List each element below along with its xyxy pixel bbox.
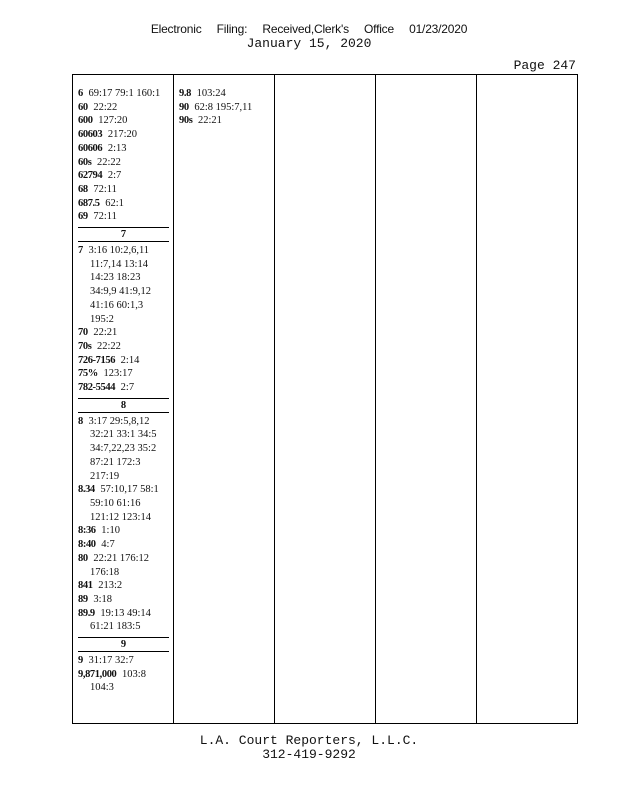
index-entry-line xyxy=(78,566,169,580)
page-line-refs: 3:17 29:5,8,12 xyxy=(88,415,150,427)
page-line-refs: 34:9,9 41:9,12 xyxy=(90,286,151,298)
page-line-refs: 72:11 xyxy=(93,211,117,223)
index-entry xyxy=(78,87,173,101)
index-column-2 xyxy=(174,75,275,723)
page-line-refs: 103:24 xyxy=(196,88,226,99)
page-line-refs: 72:11 xyxy=(93,183,117,195)
index-entry xyxy=(78,128,173,142)
page-line-refs: 2:7 xyxy=(120,382,135,394)
index-section xyxy=(78,398,169,634)
index-term: 70 xyxy=(78,327,88,339)
index-entry xyxy=(78,142,173,156)
index-term: 600 xyxy=(78,115,93,127)
page-line-refs: 176:18 xyxy=(90,566,120,578)
page-line-refs: 121:12 123:14 xyxy=(90,511,151,523)
page-number: Page 247 xyxy=(513,58,576,73)
page-line-refs: 22:22 xyxy=(93,101,118,113)
index-entry xyxy=(78,210,173,224)
index-term: 687.5 xyxy=(78,197,100,209)
index-term: 60 xyxy=(78,101,88,113)
page-line-refs: 31:17 32:7 xyxy=(88,655,134,667)
index-term: 89.9 xyxy=(78,607,95,619)
page-line-refs: 62:8 195:7,11 xyxy=(194,101,253,113)
page-line-refs: 22:22 xyxy=(97,340,121,352)
index-section xyxy=(78,637,169,695)
index-section xyxy=(78,227,169,395)
index-entry-line xyxy=(78,285,169,299)
index-column-1 xyxy=(73,75,174,723)
index-entry xyxy=(78,156,173,170)
index-entry-line xyxy=(78,511,169,525)
section-heading: 8 xyxy=(78,398,169,413)
section-heading: 7 xyxy=(78,227,169,242)
reporter-company: L.A. Court Reporters, L.L.C. xyxy=(199,733,419,748)
page-line-refs: 57:10,17 58:1 xyxy=(100,484,159,496)
page-line-refs: 22:21 xyxy=(93,327,118,339)
index-column-4 xyxy=(376,75,477,723)
electronic-filing-stamp xyxy=(0,22,618,36)
index-entry xyxy=(78,114,173,128)
page-line-refs: 61:21 183:5 xyxy=(90,621,141,633)
page-line-refs: 1:10 xyxy=(101,525,120,537)
index-term: 75% xyxy=(78,368,98,380)
index-entry xyxy=(78,593,169,607)
index-frame xyxy=(72,74,578,724)
index-term: 8:40 xyxy=(78,539,96,551)
page-line-refs: 2:14 xyxy=(120,354,140,366)
index-entry-line xyxy=(78,299,169,313)
index-entry-line xyxy=(78,271,169,285)
index-term: 782-5544 xyxy=(78,382,116,394)
index-term: 60606 xyxy=(78,142,103,154)
index-term: 90 xyxy=(179,101,189,113)
index-entry xyxy=(78,340,169,354)
index-entry xyxy=(78,183,173,197)
index-term: 841 xyxy=(78,580,93,592)
page-line-refs: 87:21 172:3 xyxy=(90,456,141,468)
index-entry xyxy=(78,654,169,668)
index-term: 7 xyxy=(78,245,83,257)
page-line-refs: 22:21 176:12 xyxy=(93,552,150,564)
index-column-3 xyxy=(275,75,376,723)
index-entry-line xyxy=(78,442,169,456)
stamp-word: 01/23/2020 xyxy=(409,22,468,36)
page-footer xyxy=(0,734,618,762)
index-entry xyxy=(78,483,169,497)
index-entry xyxy=(78,367,169,381)
page-line-refs: 69:17 79:1 160:1 xyxy=(88,88,161,99)
index-entry xyxy=(78,524,169,538)
index-entry-line xyxy=(78,313,169,327)
index-term: 9,871,000 xyxy=(78,668,117,680)
section-heading: 9 xyxy=(78,637,169,652)
index-entry xyxy=(78,101,173,115)
page-line-refs: 123:17 xyxy=(103,368,133,380)
page-line-refs: 103:8 xyxy=(122,668,146,680)
index-term: 6 xyxy=(78,88,83,99)
page-line-refs: 104:3 xyxy=(90,682,114,694)
index-entry xyxy=(78,169,173,183)
index-term: 8 xyxy=(78,415,83,427)
index-term: 69 xyxy=(78,211,88,223)
index-entry xyxy=(179,101,274,115)
page-line-refs: 4:7 xyxy=(101,539,115,551)
index-term: 90s xyxy=(179,115,193,127)
index-entry xyxy=(78,244,169,258)
index-term: 60603 xyxy=(78,129,103,141)
page-line-refs: 22:21 xyxy=(198,115,222,127)
page-line-refs: 59:10 61:16 xyxy=(90,497,141,509)
stamp-word: Filing: xyxy=(216,22,248,36)
page-line-refs: 32:21 33:1 34:5 xyxy=(90,429,157,441)
stamp-word: Office xyxy=(364,22,394,36)
page-line-refs: 217:20 xyxy=(107,129,138,141)
index-term: 9 xyxy=(78,655,83,667)
transcript-date: January 15, 2020 xyxy=(246,36,372,51)
index-column-5 xyxy=(477,75,579,723)
index-entry-line xyxy=(78,470,169,484)
index-entry xyxy=(78,326,169,340)
page-line-refs: 3:18 xyxy=(93,593,112,605)
index-entry xyxy=(78,579,169,593)
page-line-refs: 213:2 xyxy=(98,580,123,592)
index-term: 726-7156 xyxy=(78,354,116,366)
index-entry xyxy=(179,114,274,128)
index-entry xyxy=(78,538,169,552)
index-entry xyxy=(78,415,169,429)
index-term: 8.34 xyxy=(78,484,95,496)
page-line-refs: 41:16 60:1,3 xyxy=(90,299,144,311)
stamp-word: Received,Clerk's xyxy=(262,22,349,36)
index-entry-line xyxy=(78,258,169,272)
page-line-refs: 127:20 xyxy=(98,115,128,127)
index-entry xyxy=(78,607,169,621)
index-entry-line xyxy=(78,497,169,511)
index-entry xyxy=(78,668,169,682)
page-line-refs: 2:7 xyxy=(107,170,122,182)
index-entry xyxy=(78,552,169,566)
index-entry xyxy=(78,197,173,211)
index-term: 9.8 xyxy=(179,88,191,99)
index-entry xyxy=(78,381,169,395)
index-term: 68 xyxy=(78,183,88,195)
index-term: 80 xyxy=(78,552,88,564)
page-line-refs: 217:19 xyxy=(90,470,120,482)
page-line-refs: 2:13 xyxy=(107,142,127,154)
index-entry-line xyxy=(78,681,169,695)
index-entry-line xyxy=(78,620,169,634)
index-entry xyxy=(179,87,274,101)
stamp-word: Electronic xyxy=(150,22,202,36)
page-line-refs: 62:1 xyxy=(105,197,124,209)
index-term: 8:36 xyxy=(78,525,96,537)
index-entry xyxy=(78,354,169,368)
index-entry-line xyxy=(78,428,169,442)
index-term: 60s xyxy=(78,156,92,168)
page-line-refs: 14:23 18:23 xyxy=(90,272,141,284)
index-term: 70s xyxy=(78,340,92,352)
index-term: 89 xyxy=(78,593,88,605)
page-line-refs: 34:7,22,23 35:2 xyxy=(90,443,157,455)
page-line-refs: 195:2 xyxy=(90,313,114,325)
reporter-phone: 312-419-9292 xyxy=(262,747,356,762)
index-term: 62794 xyxy=(78,170,103,182)
page-line-refs: 19:13 49:14 xyxy=(100,607,151,619)
page-line-refs: 22:22 xyxy=(97,156,121,168)
page-line-refs: 3:16 10:2,6,11 xyxy=(88,245,150,257)
index-entry-line xyxy=(78,456,169,470)
page-line-refs: 11:7,14 13:14 xyxy=(90,258,148,270)
